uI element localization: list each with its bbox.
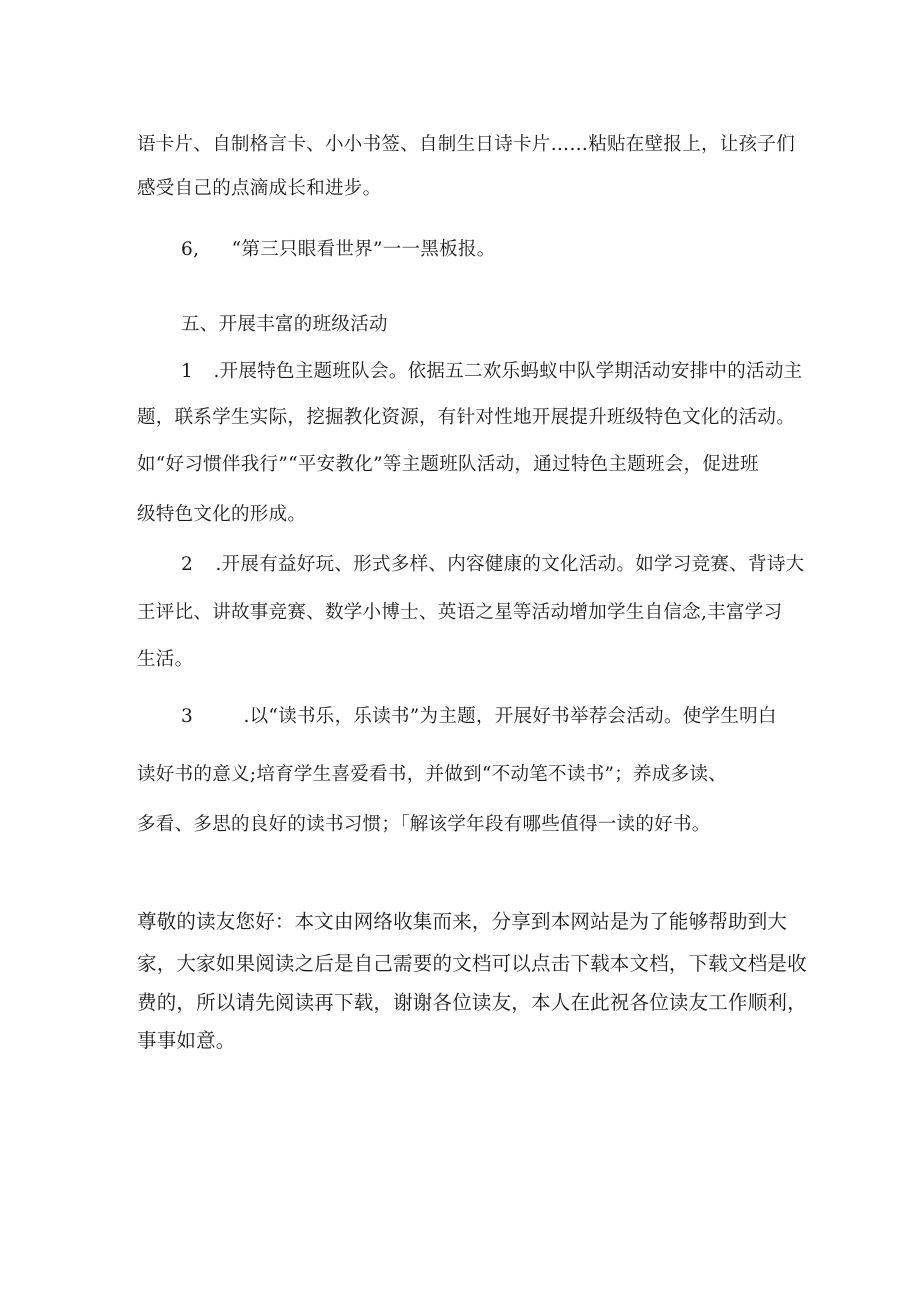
notice-line: 家，大家如果阅读之后是自己需要的文档可以点击下载本文档，下载文档是收 — [137, 952, 807, 975]
item-text: .开展特色主题班队会。依据五二欢乐蚂蚁中队学期活动安排中的活动主 — [213, 361, 803, 382]
text-line: 王评比、讲故事竞赛、数学小博士、英语之星等活动增加学生自信念,丰富学习 — [137, 602, 783, 623]
text-line: 感受自己的点滴成长和进步。 — [137, 178, 382, 199]
item-2-first-line — [181, 553, 804, 577]
notice-line: 费的，所以请先阅读再下载，谢谢各位读友，本人在此祝各位读友工作顺利， — [137, 991, 807, 1014]
item-6-line — [181, 238, 496, 262]
item-number: 6, — [181, 239, 200, 260]
text-line: 语卡片、自制格言卡、小小书签、自制生日诗卡片……粘贴在壁报上，让孩子们 — [137, 134, 796, 155]
item-text: “第三只眼看世界”一一黑板报。 — [231, 239, 496, 260]
text-line: 生活。 — [137, 649, 194, 670]
text-line: 如“好习惯伴我行”“平安教化”等主题班队活动，通过特色主题班会，促进班 — [137, 454, 759, 475]
item-1-first-line — [181, 360, 802, 384]
item-number: 2 — [181, 554, 194, 575]
text-line: 多看、多思的良好的读书习惯；「解该学年段有哪些值得一读的好书。 — [137, 814, 711, 835]
notice-line: 事事如意。 — [137, 1029, 236, 1052]
notice-line: 尊敬的读友您好：本文由网络收集而来，分享到本网站是为了能够帮助到大 — [137, 910, 788, 933]
text-line: 题，联系学生实际，挖掘教化资源，有针对性地开展提升班级特色文化的活动。 — [137, 407, 796, 428]
item-3-first-line — [181, 705, 777, 729]
item-text: .开展有益好玩、形式多样、内容健康的文化活动。如学习竞赛、背诗大 — [215, 554, 805, 575]
text-line: 级特色文化的形成。 — [137, 504, 307, 525]
item-number: 3 — [181, 706, 194, 727]
item-text: .以“读书乐，乐读书”为主题，开展好书举荐会活动。使学生明白 — [243, 706, 777, 727]
section-heading: 五、开展丰富的班级活动 — [181, 314, 388, 335]
item-number: 1 — [181, 361, 194, 382]
text-line: 读好书的意义;培育学生喜爱看书，并做到“不动笔不读书”；养成多读、 — [137, 764, 728, 785]
